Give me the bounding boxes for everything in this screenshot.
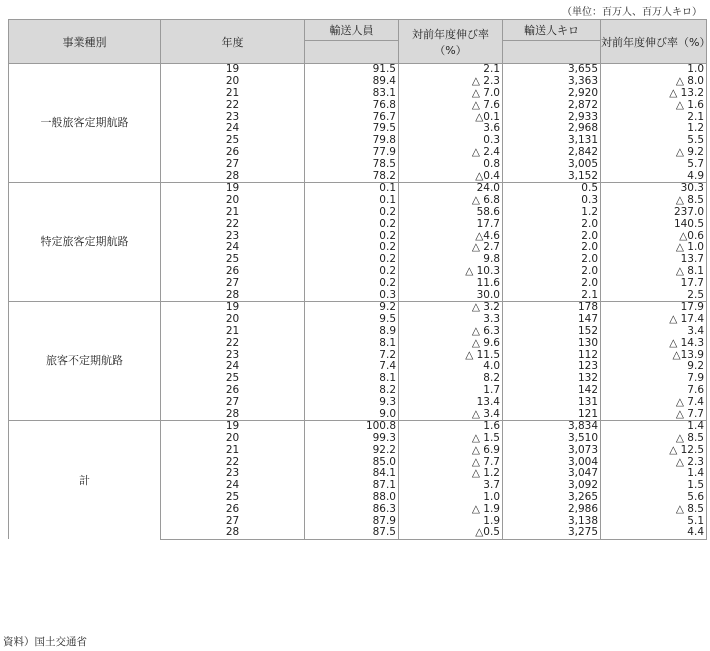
row-passenger-km: 3,131 <box>503 135 601 147</box>
row-passenger-km: 0.3 <box>503 195 601 207</box>
transport-table <box>8 19 710 540</box>
row-passenger-km-rate: 5.5 <box>601 135 707 147</box>
row-passenger-km-rate: △ 2.3 <box>601 456 707 468</box>
row-passenger-km: 2.0 <box>503 277 601 289</box>
header-passenger-km-spacer <box>503 41 601 64</box>
row-passengers-rate: 17.7 <box>399 218 503 230</box>
row-passengers: 86.3 <box>305 503 399 515</box>
row-passenger-km: 0.5 <box>503 182 601 194</box>
row-passengers-rate: 1.6 <box>399 420 503 432</box>
source-note: 資料）国土交通省 <box>3 636 87 648</box>
row-year: 28 <box>161 408 305 420</box>
row-passenger-km: 2.0 <box>503 266 601 278</box>
row-passengers-rate: 24.0 <box>399 182 503 194</box>
row-passenger-km-rate: △ 1.0 <box>601 242 707 254</box>
row-passenger-km: 142 <box>503 385 601 397</box>
row-passengers: 89.4 <box>305 76 399 88</box>
row-passenger-km-rate: 1.4 <box>601 420 707 432</box>
row-year: 28 <box>161 289 305 301</box>
row-passengers-rate: △ 1.5 <box>399 433 503 445</box>
header-passenger-km-yoy <box>601 20 710 64</box>
row-year: 19 <box>161 182 305 194</box>
category-label: 一般旅客定期航路 <box>9 64 161 183</box>
row-passengers-rate: △ 6.9 <box>399 445 503 457</box>
row-passenger-km-rate: △ 8.5 <box>601 503 707 515</box>
row-passenger-km-rate: 1.4 <box>601 468 707 480</box>
row-year: 28 <box>161 170 305 182</box>
row-passenger-km: 2.0 <box>503 218 601 230</box>
row-passengers-rate: 3.3 <box>399 314 503 326</box>
row-year: 20 <box>161 195 305 207</box>
row-passengers-rate: 3.7 <box>399 480 503 492</box>
row-year: 24 <box>161 123 305 135</box>
row-year: 19 <box>161 64 305 76</box>
row-passenger-km: 2,842 <box>503 147 601 159</box>
table-row <box>9 64 707 76</box>
row-year: 23 <box>161 230 305 242</box>
row-passengers: 79.8 <box>305 135 399 147</box>
row-passengers-rate: 9.8 <box>399 254 503 266</box>
row-year: 23 <box>161 468 305 480</box>
row-year: 20 <box>161 433 305 445</box>
row-passengers: 78.2 <box>305 170 399 182</box>
row-passengers: 0.2 <box>305 266 399 278</box>
row-passenger-km-rate: 7.9 <box>601 373 707 385</box>
header-passengers-spacer <box>305 41 399 64</box>
row-passenger-km-rate: △ 7.7 <box>601 408 707 420</box>
row-year: 27 <box>161 515 305 527</box>
row-passengers-rate: 4.0 <box>399 361 503 373</box>
row-passengers: 8.1 <box>305 337 399 349</box>
row-passengers-rate: 2.1 <box>399 64 503 76</box>
row-year: 26 <box>161 266 305 278</box>
row-passengers: 88.0 <box>305 492 399 504</box>
row-passengers-rate: 3.6 <box>399 123 503 135</box>
row-passenger-km: 2.0 <box>503 230 601 242</box>
row-passengers-rate: 1.0 <box>399 492 503 504</box>
row-passengers-rate: △4.6 <box>399 230 503 242</box>
row-passengers: 8.9 <box>305 326 399 338</box>
row-year: 21 <box>161 445 305 457</box>
row-passenger-km-rate: 2.5 <box>601 289 707 301</box>
table-header <box>9 20 710 64</box>
row-passenger-km-rate: 3.4 <box>601 326 707 338</box>
row-year: 23 <box>161 349 305 361</box>
row-passengers-rate: △ 1.9 <box>399 503 503 515</box>
header-passengers-yoy <box>399 20 503 64</box>
table-row <box>9 420 707 432</box>
row-year: 22 <box>161 337 305 349</box>
row-year: 27 <box>161 158 305 170</box>
row-passengers-rate: 0.8 <box>399 158 503 170</box>
row-passengers-rate: 58.6 <box>399 207 503 219</box>
row-passengers: 87.9 <box>305 515 399 527</box>
row-passengers: 7.2 <box>305 349 399 361</box>
row-passengers: 7.4 <box>305 361 399 373</box>
row-passenger-km-rate: 140.5 <box>601 218 707 230</box>
row-passenger-km-rate: △ 14.3 <box>601 337 707 349</box>
row-passengers-rate: △ 3.4 <box>399 408 503 420</box>
row-year: 21 <box>161 88 305 100</box>
row-passengers-rate: 8.2 <box>399 373 503 385</box>
row-passengers: 77.9 <box>305 147 399 159</box>
row-passenger-km: 1.2 <box>503 207 601 219</box>
row-passengers-rate: △ 7.7 <box>399 456 503 468</box>
row-passengers: 100.8 <box>305 420 399 432</box>
row-passengers-rate: 13.4 <box>399 396 503 408</box>
row-passenger-km-rate: 9.2 <box>601 361 707 373</box>
row-passenger-km: 2,920 <box>503 88 601 100</box>
row-passengers: 8.1 <box>305 373 399 385</box>
row-passengers-rate: 30.0 <box>399 289 503 301</box>
row-year: 26 <box>161 503 305 515</box>
row-passenger-km-rate: △ 9.2 <box>601 147 707 159</box>
row-passenger-km: 132 <box>503 373 601 385</box>
row-passenger-km-rate: 5.1 <box>601 515 707 527</box>
row-passenger-km: 152 <box>503 326 601 338</box>
row-passengers-rate: △ 7.6 <box>399 99 503 111</box>
row-passengers: 84.1 <box>305 468 399 480</box>
row-passengers: 91.5 <box>305 64 399 76</box>
row-passengers-rate: △0.4 <box>399 170 503 182</box>
row-year: 21 <box>161 326 305 338</box>
table-row <box>9 301 707 313</box>
row-passenger-km: 3,047 <box>503 468 601 480</box>
row-passenger-km: 3,004 <box>503 456 601 468</box>
row-year: 24 <box>161 480 305 492</box>
row-passengers: 87.1 <box>305 480 399 492</box>
row-passenger-km: 121 <box>503 408 601 420</box>
row-passenger-km: 131 <box>503 396 601 408</box>
row-passengers: 9.0 <box>305 408 399 420</box>
row-passengers: 79.5 <box>305 123 399 135</box>
unit-note: （単位：百万人、百万人キロ） <box>562 7 702 18</box>
row-passenger-km-rate: 237.0 <box>601 207 707 219</box>
row-passengers: 0.3 <box>305 289 399 301</box>
row-year: 25 <box>161 373 305 385</box>
row-passenger-km: 3,363 <box>503 76 601 88</box>
row-passengers-rate: △ 10.3 <box>399 266 503 278</box>
row-year: 22 <box>161 99 305 111</box>
row-year: 22 <box>161 456 305 468</box>
table-body <box>9 64 707 540</box>
row-year: 22 <box>161 218 305 230</box>
row-passengers: 0.2 <box>305 254 399 266</box>
row-passengers: 8.2 <box>305 385 399 397</box>
row-year: 23 <box>161 111 305 123</box>
row-passenger-km: 2,872 <box>503 99 601 111</box>
row-year: 26 <box>161 147 305 159</box>
row-passenger-km-rate: △ 1.6 <box>601 99 707 111</box>
row-passenger-km-rate: 7.6 <box>601 385 707 397</box>
row-year: 25 <box>161 492 305 504</box>
header-passenger-km-yoy-label: 対前年度伸び率（%） <box>601 35 710 49</box>
row-passengers-rate: △ 6.3 <box>399 326 503 338</box>
category-label: 旅客不定期航路 <box>9 301 161 420</box>
row-passengers: 83.1 <box>305 88 399 100</box>
row-passenger-km-rate: 1.5 <box>601 480 707 492</box>
row-passengers-rate: 1.7 <box>399 385 503 397</box>
row-passenger-km: 130 <box>503 337 601 349</box>
row-passenger-km-rate: △ 12.5 <box>601 445 707 457</box>
row-passengers: 9.5 <box>305 314 399 326</box>
row-passenger-km: 2.1 <box>503 289 601 301</box>
row-passenger-km: 3,073 <box>503 445 601 457</box>
row-passengers: 99.3 <box>305 433 399 445</box>
row-passengers-rate: 11.6 <box>399 277 503 289</box>
row-year: 27 <box>161 396 305 408</box>
row-passenger-km: 3,655 <box>503 64 601 76</box>
row-passenger-km-rate: 13.7 <box>601 254 707 266</box>
row-passengers-rate: △ 2.7 <box>399 242 503 254</box>
row-year: 24 <box>161 242 305 254</box>
row-year: 26 <box>161 385 305 397</box>
row-passenger-km: 2,986 <box>503 503 601 515</box>
row-passengers: 76.7 <box>305 111 399 123</box>
header-passenger-km: 輸送人キロ <box>503 20 601 41</box>
row-passenger-km-rate: 17.9 <box>601 301 707 313</box>
row-passenger-km-rate: 2.1 <box>601 111 707 123</box>
row-passengers-rate: △ 2.3 <box>399 76 503 88</box>
header-passengers: 輸送人員 <box>305 20 399 41</box>
row-year: 20 <box>161 314 305 326</box>
row-passenger-km-rate: △ 7.4 <box>601 396 707 408</box>
row-passenger-km: 2.0 <box>503 242 601 254</box>
header-year: 年度 <box>161 20 305 64</box>
category-label: 特定旅客定期航路 <box>9 182 161 301</box>
row-passengers: 78.5 <box>305 158 399 170</box>
row-year: 28 <box>161 527 305 539</box>
row-passengers-rate: 1.9 <box>399 515 503 527</box>
row-passenger-km: 3,005 <box>503 158 601 170</box>
row-year: 20 <box>161 76 305 88</box>
row-passenger-km: 3,510 <box>503 433 601 445</box>
category-label: 計 <box>9 420 161 539</box>
row-passenger-km: 2,968 <box>503 123 601 135</box>
row-passenger-km-rate: △0.6 <box>601 230 707 242</box>
row-passenger-km: 178 <box>503 301 601 313</box>
row-passengers: 0.2 <box>305 230 399 242</box>
row-passenger-km-rate: △ 8.5 <box>601 195 707 207</box>
row-passenger-km-rate: △ 8.5 <box>601 433 707 445</box>
row-passenger-km-rate: △ 17.4 <box>601 314 707 326</box>
row-passenger-km: 3,138 <box>503 515 601 527</box>
row-passengers: 92.2 <box>305 445 399 457</box>
header-category: 事業種別 <box>9 20 161 64</box>
row-passenger-km-rate: △ 8.1 <box>601 266 707 278</box>
row-passengers-rate: △0.1 <box>399 111 503 123</box>
row-year: 21 <box>161 207 305 219</box>
row-year: 25 <box>161 135 305 147</box>
row-passenger-km: 3,834 <box>503 420 601 432</box>
row-passengers-rate: △ 3.2 <box>399 301 503 313</box>
row-passenger-km: 3,152 <box>503 170 601 182</box>
header-passengers-yoy-label: 対前年度伸び率（%） <box>412 27 489 57</box>
row-passenger-km: 3,092 <box>503 480 601 492</box>
row-passenger-km-rate: 30.3 <box>601 182 707 194</box>
row-passengers-rate: △ 11.5 <box>399 349 503 361</box>
row-passengers: 9.2 <box>305 301 399 313</box>
row-passenger-km-rate: △ 13.2 <box>601 88 707 100</box>
row-passengers-rate: △ 2.4 <box>399 147 503 159</box>
row-passenger-km: 2,933 <box>503 111 601 123</box>
row-passengers: 85.0 <box>305 456 399 468</box>
row-passengers: 0.2 <box>305 242 399 254</box>
row-passenger-km: 2.0 <box>503 254 601 266</box>
row-passenger-km-rate: 17.7 <box>601 277 707 289</box>
row-passenger-km-rate: 1.0 <box>601 64 707 76</box>
row-passengers: 9.3 <box>305 396 399 408</box>
row-passenger-km-rate: △ 8.0 <box>601 76 707 88</box>
row-passengers: 0.1 <box>305 195 399 207</box>
row-passengers: 0.2 <box>305 277 399 289</box>
row-passenger-km: 3,275 <box>503 527 601 539</box>
row-passengers: 0.1 <box>305 182 399 194</box>
row-year: 19 <box>161 301 305 313</box>
row-year: 27 <box>161 277 305 289</box>
row-passengers-rate: △ 7.0 <box>399 88 503 100</box>
row-passenger-km: 112 <box>503 349 601 361</box>
table-row <box>9 182 707 194</box>
row-passenger-km-rate: 5.6 <box>601 492 707 504</box>
row-passenger-km: 123 <box>503 361 601 373</box>
row-year: 24 <box>161 361 305 373</box>
row-passenger-km-rate: 1.2 <box>601 123 707 135</box>
row-passenger-km-rate: 4.4 <box>601 527 707 539</box>
row-passenger-km: 3,265 <box>503 492 601 504</box>
row-passengers-rate: △0.5 <box>399 527 503 539</box>
row-passengers-rate: △ 6.8 <box>399 195 503 207</box>
row-passengers: 87.5 <box>305 527 399 539</box>
row-passenger-km-rate: 4.9 <box>601 170 707 182</box>
row-passengers-rate: 0.3 <box>399 135 503 147</box>
row-passenger-km-rate: △13.9 <box>601 349 707 361</box>
row-passengers: 0.2 <box>305 207 399 219</box>
row-passengers: 76.8 <box>305 99 399 111</box>
row-year: 19 <box>161 420 305 432</box>
row-passengers-rate: △ 9.6 <box>399 337 503 349</box>
row-passengers: 0.2 <box>305 218 399 230</box>
row-passenger-km: 147 <box>503 314 601 326</box>
row-passengers-rate: △ 1.2 <box>399 468 503 480</box>
row-year: 25 <box>161 254 305 266</box>
row-passenger-km-rate: 5.7 <box>601 158 707 170</box>
